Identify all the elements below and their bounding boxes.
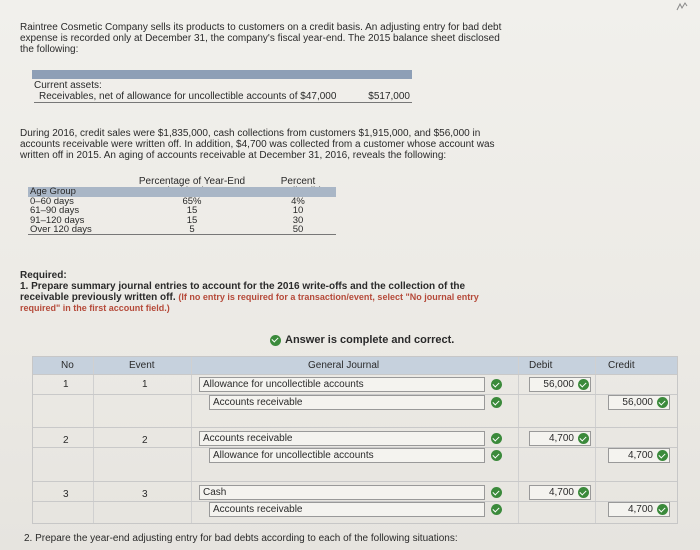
intro-text: Raintree Cosmetic Company sells its products to customers on a credit basis. An adjusting entry for bad debt expense is recorded only at December 31, the company's fiscal year-end. The 2015 balance sheet disclosed the following: bbox=[20, 22, 502, 55]
check-icon bbox=[578, 487, 589, 498]
credit-account-field[interactable]: Accounts receivable bbox=[209, 502, 485, 517]
required-label: Required: bbox=[20, 270, 67, 281]
required-item-1 bbox=[20, 281, 510, 314]
header-no: No bbox=[61, 360, 74, 371]
footer-text: 2. Prepare the year-end adjusting entry for bad debts according to each of the following situations: bbox=[24, 533, 458, 544]
entry-event: 2 bbox=[142, 435, 148, 446]
row-divider bbox=[33, 374, 677, 375]
debit-amount-field[interactable]: 56,000 bbox=[529, 377, 591, 392]
header-debit: Debit bbox=[529, 360, 553, 371]
aging-header-pct-line1: Percentage of Year-End bbox=[138, 176, 246, 187]
row-divider bbox=[33, 481, 677, 482]
check-icon bbox=[491, 397, 502, 408]
aging-unc: 10 bbox=[292, 205, 304, 217]
aging-header-unc-line1: Percent bbox=[280, 176, 316, 187]
debit-account-field[interactable]: Cash bbox=[199, 485, 485, 500]
check-icon bbox=[491, 379, 502, 390]
credit-account-field[interactable]: Allowance for uncollectible accounts bbox=[209, 448, 485, 463]
aging-age: 91–120 days bbox=[30, 214, 85, 226]
check-icon bbox=[578, 433, 589, 444]
credit-amount-field[interactable]: 4,700 bbox=[608, 448, 670, 463]
debit-amount-field[interactable]: 4,700 bbox=[529, 431, 591, 446]
cursor-icon bbox=[676, 2, 688, 12]
aging-pct: 15 bbox=[186, 214, 198, 226]
aging-header-age: Age Group bbox=[30, 186, 76, 197]
check-icon bbox=[491, 487, 502, 498]
col-divider bbox=[518, 357, 519, 523]
entry-event: 1 bbox=[142, 379, 148, 390]
entry-no: 2 bbox=[63, 435, 69, 446]
header-credit: Credit bbox=[608, 360, 635, 371]
entry-no: 1 bbox=[63, 379, 69, 390]
aging-row bbox=[28, 225, 336, 235]
col-divider bbox=[191, 357, 192, 523]
credit-amount-field[interactable]: 4,700 bbox=[608, 502, 670, 517]
aging-pct: 65% bbox=[182, 195, 202, 207]
aging-unc: 30 bbox=[292, 214, 304, 226]
required-section bbox=[20, 270, 510, 314]
journal-table bbox=[32, 356, 678, 524]
row-divider bbox=[33, 427, 677, 428]
check-icon bbox=[657, 504, 668, 515]
aging-age: 0–60 days bbox=[30, 195, 74, 207]
entry-no: 3 bbox=[63, 489, 69, 500]
aging-unc: 50 bbox=[292, 224, 304, 236]
during-text: During 2016, credit sales were $1,835,000, cash collections from customers $1,915,000, and $56,000 in accounts receivable were written off. In addition, $4,700 was collected from a customer whose account was written off in 2015. An aging of accounts receivable at December 31, 2016, reveals the following: bbox=[20, 128, 495, 161]
header-general-journal: General Journal bbox=[308, 360, 380, 371]
aging-unc: 4% bbox=[291, 195, 305, 207]
aging-pct: 5 bbox=[189, 224, 195, 236]
aging-pct: 15 bbox=[186, 205, 198, 217]
col-divider bbox=[595, 357, 596, 523]
receivables-value: $517,000 bbox=[358, 91, 410, 103]
debit-account-field[interactable]: Allowance for uncollectible accounts bbox=[199, 377, 485, 392]
credit-amount-field[interactable]: 56,000 bbox=[608, 395, 670, 410]
header-event: Event bbox=[129, 360, 155, 371]
required-hint: (If no entry is required for a transaction/event, select "No journal entry required" in the first account field.) bbox=[20, 292, 479, 313]
balance-sheet-bar bbox=[32, 70, 412, 79]
col-divider bbox=[93, 357, 94, 523]
debit-amount-field[interactable]: 4,700 bbox=[529, 485, 591, 500]
answer-status-text: Answer is complete and correct. bbox=[285, 334, 455, 346]
required-item-1-text: 1. Prepare summary journal entries to account for the 2016 write-offs and the collection of the receivable previously written off. bbox=[20, 281, 466, 303]
receivables-line bbox=[34, 91, 412, 103]
aging-age: 61–90 days bbox=[30, 205, 80, 217]
aging-age: Over 120 days bbox=[30, 224, 92, 236]
check-icon bbox=[491, 504, 502, 515]
balance-sheet bbox=[34, 80, 412, 103]
debit-account-field[interactable]: Accounts receivable bbox=[199, 431, 485, 446]
check-icon bbox=[491, 433, 502, 444]
check-icon bbox=[270, 335, 281, 346]
entry-event: 3 bbox=[142, 489, 148, 500]
aging-rows bbox=[28, 187, 336, 235]
check-icon bbox=[491, 450, 502, 461]
credit-account-field[interactable]: Accounts receivable bbox=[209, 395, 485, 410]
receivables-label: Receivables, net of allowance for uncollectible accounts of $47,000 bbox=[39, 91, 337, 102]
check-icon bbox=[578, 379, 589, 390]
check-icon bbox=[657, 450, 668, 461]
current-assets-heading: Current assets: bbox=[34, 80, 102, 91]
check-icon bbox=[657, 397, 668, 408]
answer-status bbox=[270, 334, 454, 346]
